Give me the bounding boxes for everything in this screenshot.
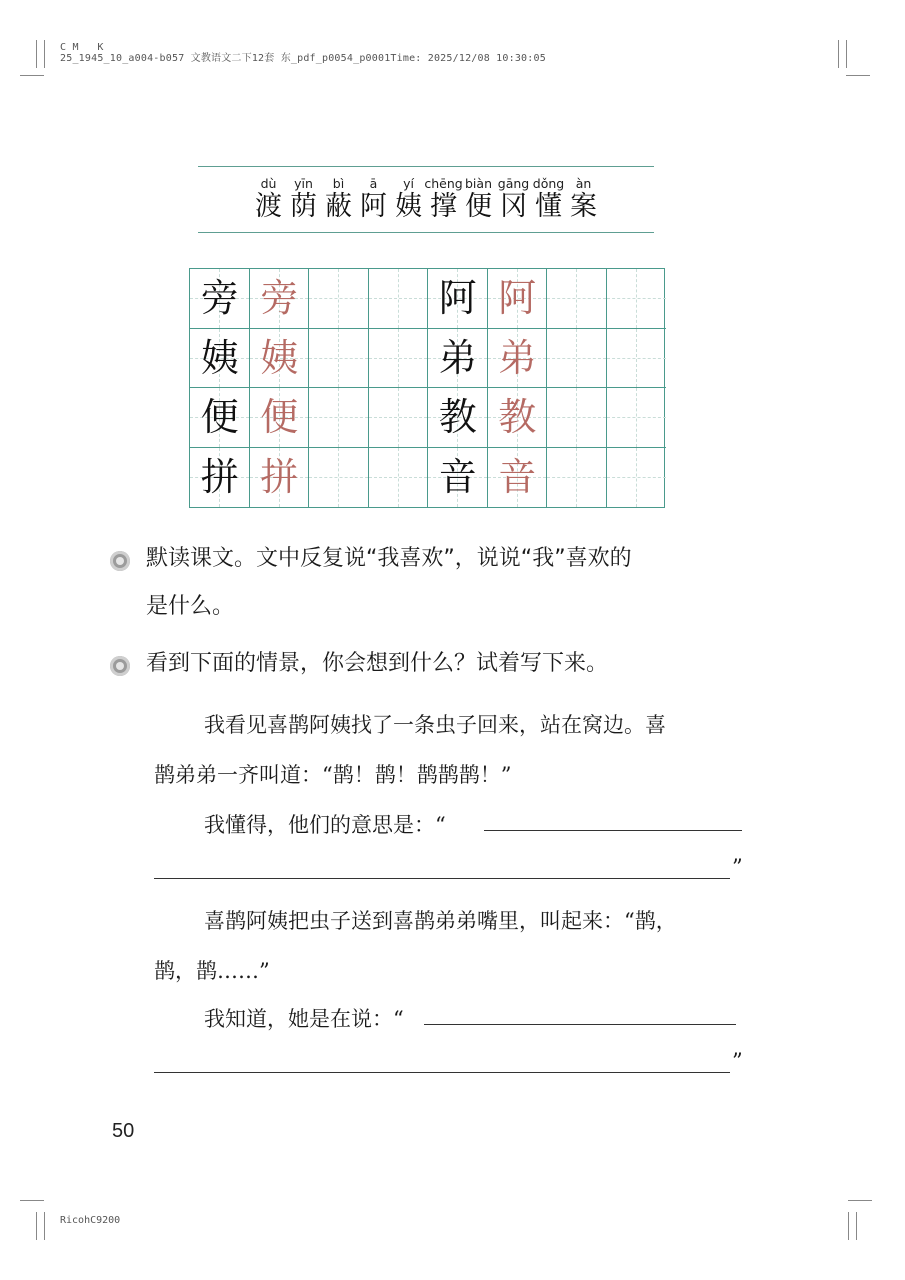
passage-p3-line1: 喜鹊阿姨把虫子送到喜鹊弟弟嘴里，叫起来：“鹊， xyxy=(204,909,677,933)
grid-cell xyxy=(488,448,548,508)
printed-char: 音 xyxy=(438,454,477,499)
grid-cell xyxy=(190,448,250,508)
vocab-item xyxy=(253,176,284,222)
page-number: 50 xyxy=(112,1120,135,1142)
passage-p3-line2: 鹊，鹊……” xyxy=(154,959,270,983)
crop-mark xyxy=(36,40,37,68)
grid-cell xyxy=(428,329,488,389)
trace-char: 拼 xyxy=(260,454,299,499)
grid-cell xyxy=(250,269,310,329)
practice-cell[interactable] xyxy=(309,269,369,329)
printed-char: 姨 xyxy=(200,335,239,380)
question-1-line2: 是什么。 xyxy=(146,594,235,619)
trace-char: 旁 xyxy=(260,276,299,320)
vocab-item xyxy=(568,176,599,222)
answer-line-1b[interactable] xyxy=(154,878,730,879)
vocab-list xyxy=(198,176,654,222)
question-2-line1: 看到下面的情景，你会想到什么？试着写下来。 xyxy=(146,651,609,676)
practice-cell[interactable] xyxy=(607,269,667,329)
close-quote: ” xyxy=(732,855,743,879)
pinyin: yí xyxy=(403,176,414,191)
hanzi: 案 xyxy=(570,191,597,222)
grid-cell xyxy=(190,329,250,389)
vocab-item xyxy=(463,176,494,222)
grid-cell xyxy=(190,388,250,448)
print-header-line2: 25_1945_10_a004-b057 文教语文二下12套 东_pdf_p0054_p0001Time: 2025/12/08 10:30:05 xyxy=(60,53,546,64)
pinyin: gāng xyxy=(497,176,530,191)
print-header xyxy=(60,42,546,64)
crop-mark xyxy=(838,40,839,68)
practice-cell[interactable] xyxy=(369,329,429,389)
vocab-item xyxy=(424,176,463,222)
close-quote: ” xyxy=(732,1049,743,1073)
passage-p2-prompt: 我懂得，他们的意思是：“ xyxy=(204,813,446,837)
vocab-top-rule xyxy=(198,166,654,167)
practice-cell[interactable] xyxy=(607,388,667,448)
question-1-line1: 默读课文。文中反复说“我喜欢”，说说“我”喜欢的 xyxy=(146,546,632,571)
pinyin: dǒng xyxy=(532,176,565,191)
crop-mark xyxy=(36,1212,37,1240)
printed-char: 阿 xyxy=(438,276,477,320)
trace-char: 姨 xyxy=(260,335,299,380)
hanzi: 渡 xyxy=(255,191,282,222)
vocab-item xyxy=(498,176,529,222)
answer-line-2b[interactable] xyxy=(154,1072,730,1073)
crop-mark xyxy=(856,1212,857,1240)
grid-cell xyxy=(488,329,548,389)
answer-line-2a[interactable] xyxy=(424,1024,736,1025)
practice-cell[interactable] xyxy=(547,448,607,508)
crop-mark xyxy=(846,75,870,76)
vocab-item xyxy=(533,176,564,222)
grid-cell xyxy=(190,269,250,329)
trace-char: 阿 xyxy=(498,276,537,320)
pinyin: ā xyxy=(369,176,378,191)
practice-cell[interactable] xyxy=(369,269,429,329)
trace-char: 弟 xyxy=(498,335,537,380)
practice-cell[interactable] xyxy=(607,448,667,508)
passage-p1-line1: 我看见喜鹊阿姨找了一条虫子回来，站在窝边。喜 xyxy=(204,713,666,737)
question-bullet-icon xyxy=(110,656,130,676)
practice-cell[interactable] xyxy=(607,329,667,389)
printed-char: 便 xyxy=(200,395,239,439)
pinyin: àn xyxy=(575,176,592,191)
trace-char: 便 xyxy=(260,395,299,439)
vocab-item xyxy=(288,176,319,222)
practice-cell[interactable] xyxy=(369,448,429,508)
pinyin: chēng xyxy=(424,176,463,191)
practice-cell[interactable] xyxy=(547,329,607,389)
grid-cell xyxy=(428,269,488,329)
practice-cell[interactable] xyxy=(369,388,429,448)
printed-char: 弟 xyxy=(438,335,477,380)
trace-char: 音 xyxy=(498,454,537,499)
crop-mark xyxy=(20,75,44,76)
print-footer: RicohC9200 xyxy=(60,1215,121,1226)
hanzi: 便 xyxy=(465,191,492,222)
grid-cell xyxy=(488,388,548,448)
pinyin: biàn xyxy=(465,176,492,191)
crop-mark xyxy=(848,1200,872,1201)
grid-cell xyxy=(250,329,310,389)
vocab-item xyxy=(358,176,389,222)
pinyin: yīn xyxy=(294,176,313,191)
grid-cell xyxy=(428,448,488,508)
hanzi: 阿 xyxy=(360,191,387,222)
practice-cell[interactable] xyxy=(309,388,369,448)
crop-mark xyxy=(44,40,45,68)
grid-cell xyxy=(488,269,548,329)
hanzi: 姨 xyxy=(395,191,422,222)
printed-char: 教 xyxy=(438,395,477,439)
hanzi: 懂 xyxy=(535,191,562,222)
hanzi: 荫 xyxy=(290,191,317,222)
crop-mark xyxy=(846,40,847,68)
printed-char: 拼 xyxy=(200,454,239,499)
passage-p4-prompt: 我知道，她是在说：“ xyxy=(204,1007,404,1031)
vocab-bottom-rule xyxy=(198,232,654,233)
crop-mark xyxy=(44,1212,45,1240)
grid-cell xyxy=(250,388,310,448)
pinyin: dù xyxy=(260,176,277,191)
grid-cell xyxy=(428,388,488,448)
writing-grid xyxy=(189,268,665,508)
hanzi: 蔽 xyxy=(325,191,352,222)
vocab-item xyxy=(323,176,354,222)
grid-cell xyxy=(250,448,310,508)
print-header-line1: C M K xyxy=(60,42,104,53)
practice-cell[interactable] xyxy=(547,388,607,448)
practice-cell[interactable] xyxy=(547,269,607,329)
crop-mark xyxy=(848,1212,849,1240)
passage-p1-line2: 鹊弟弟一齐叫道：“鹊！鹊！鹊鹊鹊！” xyxy=(154,763,512,787)
crop-mark xyxy=(20,1200,44,1201)
vocab-item xyxy=(393,176,424,222)
trace-char: 教 xyxy=(498,395,537,439)
hanzi: 冈 xyxy=(500,191,527,222)
answer-line-1a[interactable] xyxy=(484,830,742,831)
printed-char: 旁 xyxy=(200,276,239,320)
pinyin: bì xyxy=(332,176,345,191)
practice-cell[interactable] xyxy=(309,329,369,389)
hanzi: 撑 xyxy=(430,191,457,222)
question-bullet-icon xyxy=(110,551,130,571)
practice-cell[interactable] xyxy=(309,448,369,508)
